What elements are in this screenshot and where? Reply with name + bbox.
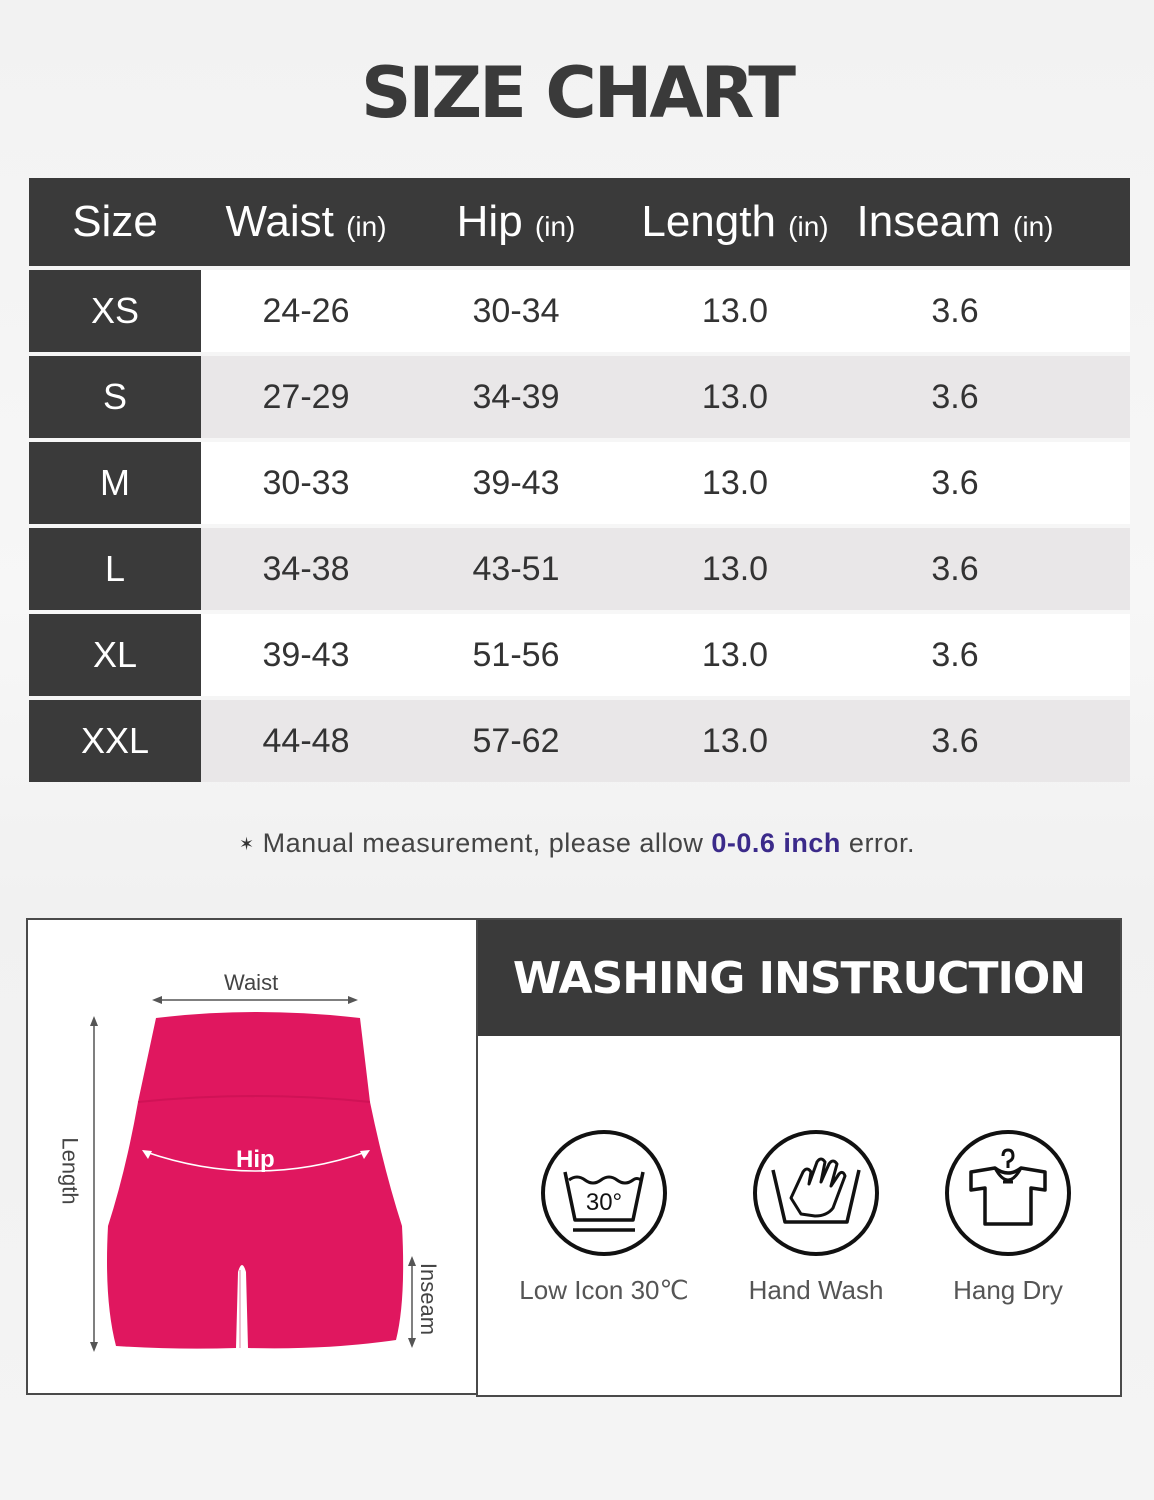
hang-dry-icon bbox=[943, 1128, 1073, 1258]
measurement-note bbox=[0, 828, 1154, 859]
waist-cell: 39-43 bbox=[262, 635, 350, 674]
size-chart-table bbox=[29, 178, 1130, 782]
wash-temp-label: 30° bbox=[585, 1189, 623, 1216]
washing-instruction-panel bbox=[476, 918, 1122, 1397]
shorts-icon bbox=[107, 1012, 403, 1349]
waist-cell: 44-48 bbox=[262, 721, 350, 760]
inseam-cell: 3.6 bbox=[931, 549, 979, 588]
length-cell: 13.0 bbox=[701, 377, 769, 416]
table-row bbox=[29, 442, 1130, 524]
note-suffix: error. bbox=[840, 828, 915, 858]
hip-label: Hip bbox=[236, 1146, 275, 1173]
hip-cell: 43-51 bbox=[472, 549, 560, 588]
wash-item bbox=[726, 1128, 906, 1306]
wash-30-icon bbox=[539, 1128, 669, 1258]
length-cell: 13.0 bbox=[701, 635, 769, 674]
table-row bbox=[29, 700, 1130, 782]
header-hip: Hip (in) bbox=[456, 197, 576, 246]
header-length: Length (in) bbox=[641, 197, 829, 246]
wash-item bbox=[918, 1128, 1098, 1306]
header-inseam: Inseam (in) bbox=[856, 197, 1054, 246]
wash-item-label: Hang Dry bbox=[953, 1275, 1063, 1305]
size-cell: S bbox=[29, 356, 201, 438]
table-row bbox=[29, 614, 1130, 696]
waist-cell: 34-38 bbox=[262, 549, 350, 588]
length-cell: 13.0 bbox=[701, 291, 769, 330]
waist-cell: 30-33 bbox=[262, 463, 350, 502]
hip-cell: 34-39 bbox=[472, 377, 560, 416]
size-cell: M bbox=[29, 442, 201, 524]
washing-title: WASHING INSTRUCTION bbox=[478, 920, 1120, 1036]
header-size: Size bbox=[72, 197, 158, 246]
hip-cell: 51-56 bbox=[472, 635, 560, 674]
note-prefix: Manual measurement, please allow bbox=[262, 828, 712, 858]
inseam-cell: 3.6 bbox=[931, 463, 979, 502]
waist-label: Waist bbox=[224, 970, 279, 995]
inseam-cell: 3.6 bbox=[931, 291, 979, 330]
hip-cell: 30-34 bbox=[472, 291, 560, 330]
length-label: Length bbox=[57, 1137, 83, 1205]
measurement-diagram bbox=[26, 918, 476, 1395]
inseam-cell: 3.6 bbox=[931, 635, 979, 674]
wash-item-label: Hand Wash bbox=[748, 1275, 884, 1305]
table-row bbox=[29, 270, 1130, 352]
hand-wash-icon bbox=[751, 1128, 881, 1258]
inseam-cell: 3.6 bbox=[931, 721, 979, 760]
waist-arrow-icon bbox=[152, 996, 358, 1004]
size-cell: XS bbox=[29, 270, 201, 352]
wash-item bbox=[514, 1128, 694, 1306]
waist-cell: 24-26 bbox=[262, 291, 350, 330]
star-icon: ✶ bbox=[239, 834, 255, 854]
length-cell: 13.0 bbox=[701, 549, 769, 588]
length-cell: 13.0 bbox=[701, 463, 769, 502]
note-highlight: 0-0.6 inch bbox=[711, 828, 841, 858]
table-row bbox=[29, 528, 1130, 610]
length-cell: 13.0 bbox=[701, 721, 769, 760]
hip-cell: 39-43 bbox=[472, 463, 560, 502]
inseam-cell: 3.6 bbox=[931, 377, 979, 416]
waist-cell: 27-29 bbox=[262, 377, 350, 416]
table-row bbox=[29, 356, 1130, 438]
hip-cell: 57-62 bbox=[472, 721, 560, 760]
inseam-label: Inseam bbox=[416, 1262, 442, 1336]
table-header bbox=[29, 178, 1130, 266]
page-title: SIZE CHART bbox=[360, 52, 794, 134]
header-waist: Waist (in) bbox=[225, 197, 387, 246]
wash-item-label: Low Icon 30℃ bbox=[519, 1275, 689, 1305]
size-cell: XL bbox=[29, 614, 201, 696]
length-arrow-icon bbox=[90, 1016, 98, 1352]
size-cell: L bbox=[29, 528, 201, 610]
size-cell: XXL bbox=[29, 700, 201, 782]
